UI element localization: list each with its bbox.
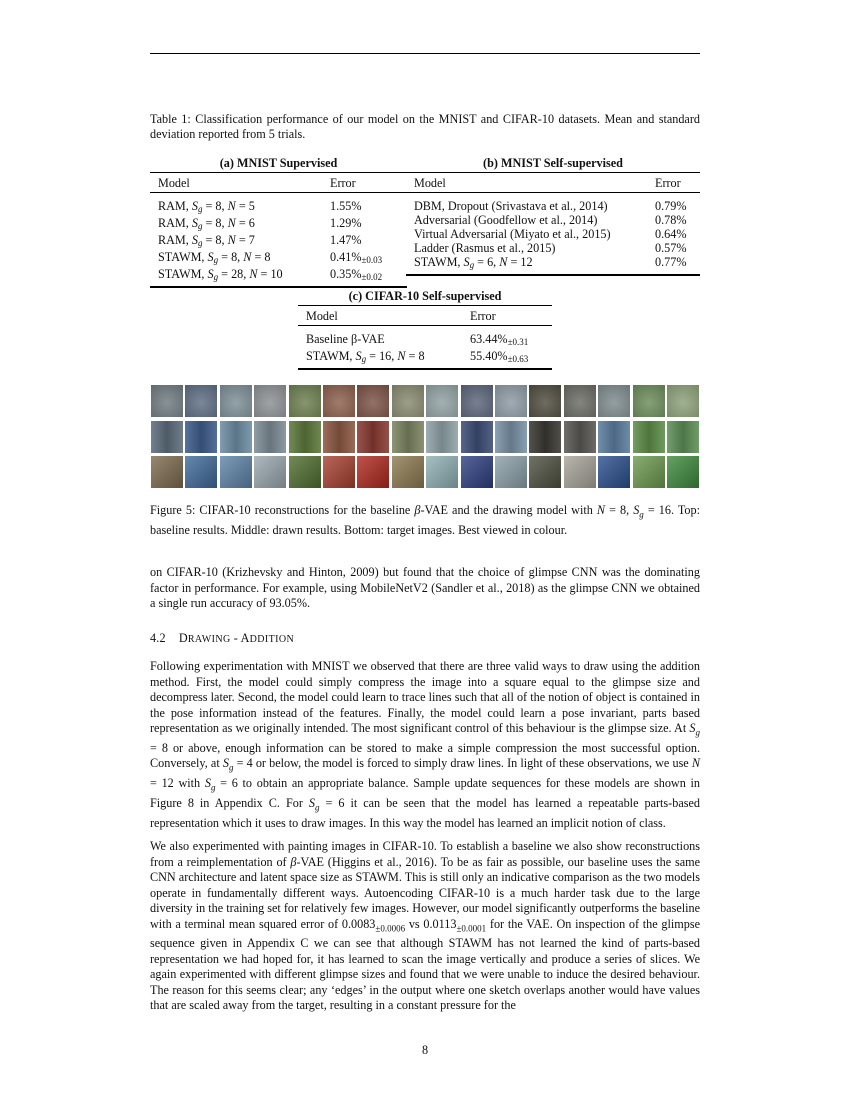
baseline-image-tile [633,385,665,417]
table-a-header-model: Model [158,176,190,191]
drawn-image-tile [495,421,527,453]
baseline-image-tile [220,385,252,417]
table-row [150,199,407,216]
drawn-image-tile [254,421,286,453]
table-c-cell-error: $63.44\%_{\pm 0.31}$ [470,332,529,348]
table-b-cell-error: 0.64% [655,227,687,242]
section-number: 4.2 [150,631,166,645]
drawn-image-tile [289,421,321,453]
table-b-cell-error: 0.79% [655,199,687,214]
table-b-header-model: Model [414,176,446,191]
target-image-tile [151,456,183,488]
table-row [150,267,407,284]
target-image-tile [564,456,596,488]
table-b-cell-model: Ladder (Rasmus et al., 2015) [414,241,556,256]
table-a-cell-error: 1.29% [330,216,362,231]
drawn-image-tile [633,421,665,453]
table-a-cell-model: RAM, $S_g = 8$, N = 6 [158,216,255,232]
baseline-image-tile [461,385,493,417]
header-rule [150,53,700,54]
table-a-cell-model: RAM, $S_g = 8$, N = 5 [158,199,255,215]
target-image-tile [529,456,561,488]
baseline-image-tile [392,385,424,417]
target-image-tile [426,456,458,488]
table-row [406,227,700,241]
drawn-image-tile [598,421,630,453]
table-a-body [150,193,407,286]
drawn-image-tile [461,421,493,453]
baseline-image-tile [495,385,527,417]
table-mnist-self-supervised [406,156,700,276]
table-a-cell-error: $0.35\%_{\pm 0.02}$ [330,267,383,283]
table-b-cell-model: Virtual Adversarial (Miyato et al., 2015) [414,227,611,242]
table-b-cell-model: STAWM, $S_g = 6$, N = 12 [414,255,533,271]
table-c-title: (c) CIFAR-10 Self-supervised [348,289,502,303]
target-image-tile [289,456,321,488]
table-row [150,216,407,233]
table-b-cell-error: 0.77% [655,255,687,270]
page-number: 8 [421,1043,429,1057]
baseline-image-tile [598,385,630,417]
table-a-bottom-rule [150,286,407,287]
drawn-image-tile [667,421,699,453]
paragraph-2: We also experimented with painting images in CIFAR-10. To establish a baseline we also show reconstructions from a reimplementation of β-VAE (Higgins et al., 2016). To be as fair as possible, our baseline uses the same CNN architecture and latent space size as STAWM. This is still only an indicative comparison as the two models operate in fundamentally different ways. Autoencoding CIFAR-10 is a much harder task due to the large diversity in the training set for relatively few images. However, our model significantly outperforms the baseline with a terminal mean squared error of $0.0083_{\pm 0.0006}$ vs $0.0113_{\pm 0.0001}$ for the VAE. On inspection of the glimpse sequence given in Appendix C we can see that although STAWM has not learned the kind of parts-based representation we had hoped for, it has learned to scan the image vertically and produce a series of slices. We again experimented with different glimpse sizes and found that we were unable to induce the desired behaviour. The reason for this seems clear; any ‘edges’ in the output where one sketch overlaps another would have values that are scaled away from the target, resulting in a constant pressure for the [150,839,700,1013]
table-a-cell-error: 1.47% [330,233,362,248]
table-c-cell-error: $55.40\%_{\pm 0.63}$ [470,349,529,365]
drawn-image-tile [323,421,355,453]
drawn-image-tile [564,421,596,453]
table-a-cell-error: $0.41\%_{\pm 0.03}$ [330,250,383,266]
table-row [406,213,700,227]
paragraph-1: Following experimentation with MNIST we observed that there are three valid ways to draw using the addition method. First, the model could simply compress the image into a square equal to the glimpse size and decompress later. Second, the model could learn to trace lines such that all of the notion of object is contained in the pose information instead of the features. Finally, the model could learn a pose invariant, parts based representation as we originally intended. The most significant control of this behaviour is the glimpse size. At $S_g = 8$ or above, enough information can be stored to make a simple compression the most successful option. Conversely, at $S_g = 4$ or below, the model is forced to simply draw lines. In light of these observations, we use N = 12 with $S_g = 6$ to obtain an appropriate balance. Sample update sequences for these models are shown in Figure 8 in Appendix C. For $S_g = 6$ it can be seen that the model has learned a repeatable parts-based representation which it uses to draw images. In this way the model has learned an implicit notion of class. [150,659,701,831]
baseline-image-tile [289,385,321,417]
section-heading [150,631,294,646]
table-a-title: (a) MNIST Supervised [219,156,338,170]
table-c-header-error: Error [470,309,496,324]
table-caption [150,112,700,142]
baseline-image-tile [151,385,183,417]
table-b-header-error: Error [655,176,681,191]
table-row [298,349,552,366]
table-row [406,255,700,272]
table-c-body [298,326,552,368]
figure-5-caption: Figure 5: CIFAR-10 reconstructions for the baseline β-VAE and the drawing model with N = 8, $S_g = 16$. Top: baseline results. Middle: drawn results. Bottom: target images. Best viewed in colour. [150,503,700,537]
table-mnist-supervised [150,156,407,288]
table-b-header-row [406,173,700,192]
table-c-header-row [298,306,552,325]
baseline-image-tile [667,385,699,417]
drawn-image-tile [220,421,252,453]
table-b-bottom-rule [406,274,700,275]
table-a-cell-model: RAM, $S_g = 8$, N = 7 [158,233,255,249]
target-image-tile [185,456,217,488]
table-row [406,199,700,213]
table-caption-text: Table 1: Classification performance of our model on the MNIST and CIFAR-10 datasets. Mean and standard deviation reported from 5 trials. [150,112,700,141]
table-a-cell-error: 1.55% [330,199,362,214]
target-image-tile [495,456,527,488]
baseline-image-tile [254,385,286,417]
target-image-tile [633,456,665,488]
table-a-cell-model: STAWM, $S_g = 8$, N = 8 [158,250,271,266]
drawn-image-tile [392,421,424,453]
paragraph-intro: on CIFAR-10 (Krizhevsky and Hinton, 2009) but found that the choice of glimpse CNN was the dominating factor in performance. For example, using MobileNetV2 (Sandler et al., 2018) as the glimpse CNN we obtained a single run accuracy of 93.05%. [150,565,700,610]
table-a-header-row [150,173,407,192]
baseline-image-tile [426,385,458,417]
drawn-image-tile [426,421,458,453]
table-row [406,241,700,255]
section-title: DRAWING - ADDITION [178,631,295,645]
baseline-image-tile [529,385,561,417]
table-b-title: (b) MNIST Self-supervised [483,156,623,170]
target-image-tile [392,456,424,488]
target-image-tile [667,456,699,488]
table-row [150,250,407,267]
table-b-cell-error: 0.78% [655,213,687,228]
drawn-image-tile [185,421,217,453]
table-b-cell-model: DBM, Dropout (Srivastava et al., 2014) [414,199,608,214]
table-b-cell-error: 0.57% [655,241,687,256]
table-c-bottom-rule [298,368,552,369]
baseline-image-tile [323,385,355,417]
table-c-cell-model: STAWM, $S_g = 16$, N = 8 [306,349,425,365]
table-a-cell-model: STAWM, $S_g = 28$, N = 10 [158,267,283,283]
table-c-header-model: Model [306,309,338,324]
target-image-tile [323,456,355,488]
figure-5-image-grid [151,385,699,489]
target-image-tile [357,456,389,488]
target-image-tile [254,456,286,488]
target-image-tile [598,456,630,488]
baseline-image-tile [185,385,217,417]
drawn-image-tile [357,421,389,453]
target-image-tile [461,456,493,488]
table-cifar-self-supervised [298,289,552,370]
baseline-image-tile [357,385,389,417]
drawn-image-tile [529,421,561,453]
target-image-tile [220,456,252,488]
table-b-body [406,193,700,274]
table-row [298,332,552,349]
table-row [150,233,407,250]
table-b-cell-model: Adversarial (Goodfellow et al., 2014) [414,213,598,228]
table-c-cell-model: Baseline β-VAE [306,332,385,347]
table-a-header-error: Error [330,176,356,191]
baseline-image-tile [564,385,596,417]
drawn-image-tile [151,421,183,453]
